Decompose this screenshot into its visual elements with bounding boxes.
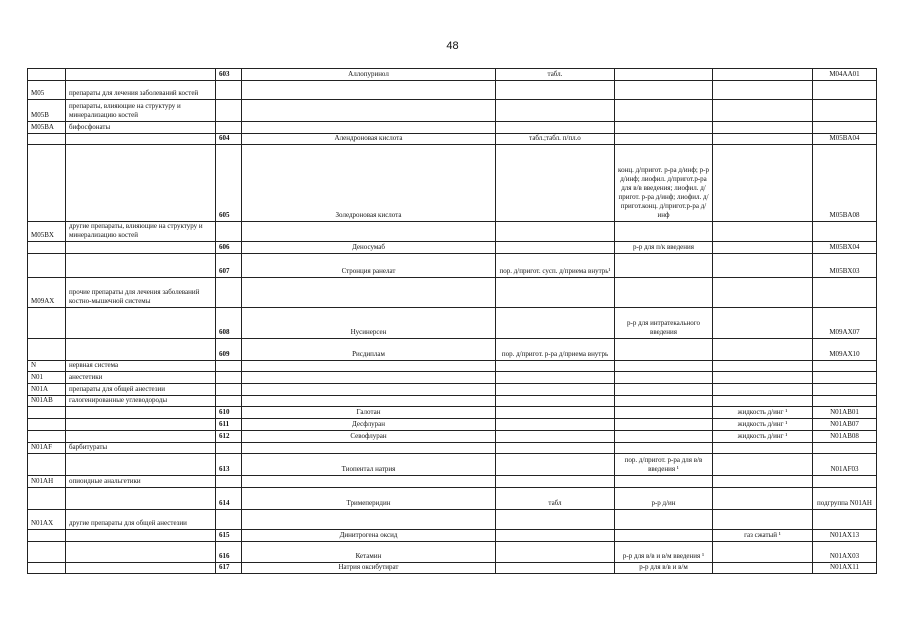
row-number-cell: 608 [216,308,242,339]
dosage-form-cell [496,542,615,563]
dosage-form-other-cell [713,339,813,361]
row-number-cell: 611 [216,419,242,431]
drug-name-cell [242,510,496,530]
dosage-form-other-cell [713,145,813,222]
dosage-form-other-cell [713,222,813,242]
row-number-cell: 606 [216,242,242,254]
atc-code-cell [813,278,877,308]
atc-code-cell: M04AA01 [813,69,877,81]
dosage-form-other-cell [713,563,813,574]
table-row [28,134,877,145]
drug-name-cell: Аллопуринол [242,69,496,81]
dosage-form-cell: табл [496,488,615,510]
atc-group-code-cell [28,454,66,476]
dosage-form-parenteral-cell [615,372,713,384]
dosage-form-parenteral-cell [615,69,713,81]
dosage-form-cell [496,145,615,222]
dosage-form-parenteral-cell: р-р для п/к введения [615,242,713,254]
table-row [28,278,877,308]
drug-name-cell [242,372,496,384]
drug-name-cell: Севофлуран [242,431,496,443]
dosage-form-cell [496,122,615,134]
dosage-form-cell [496,222,615,242]
table-row [28,476,877,488]
dosage-form-parenteral-cell [615,339,713,361]
atc-code-cell [813,384,877,396]
atc-code-cell [813,396,877,407]
atc-code-cell: N01AX03 [813,542,877,563]
row-number-cell: 605 [216,145,242,222]
dosage-form-other-cell [713,242,813,254]
drug-name-cell: Кетамин [242,542,496,563]
atc-code-cell: N01AB07 [813,419,877,431]
table-row [28,384,877,396]
drug-name-cell: Динитрогена оксид [242,530,496,542]
atc-group-name-cell [66,530,216,542]
dosage-form-parenteral-cell [615,278,713,308]
atc-group-name-cell [66,563,216,574]
table-row [28,122,877,134]
row-number-cell [216,81,242,100]
dosage-form-cell [496,361,615,372]
dosage-form-parenteral-cell [615,530,713,542]
atc-group-name-cell: другие препараты для общей анестезии [66,510,216,530]
atc-group-code-cell: M05B [28,100,66,122]
atc-group-name-cell: опиоидные анальгетики [66,476,216,488]
table-row [28,81,877,100]
row-number-cell: 604 [216,134,242,145]
dosage-form-cell: табл.;табл. п/пл.о [496,134,615,145]
dosage-form-cell [496,242,615,254]
dosage-form-parenteral-cell: р-р д/ин [615,488,713,510]
table-row [28,419,877,431]
row-number-cell: 613 [216,454,242,476]
atc-group-code-cell: N01AF [28,443,66,454]
drug-name-cell: Нусинерсен [242,308,496,339]
drug-table-body [28,69,877,574]
atc-code-cell [813,222,877,242]
atc-group-code-cell [28,145,66,222]
dosage-form-cell [496,396,615,407]
dosage-form-other-cell [713,122,813,134]
dosage-form-cell [496,407,615,419]
dosage-form-other-cell: жидкость д/инг ¹ [713,407,813,419]
dosage-form-cell [496,454,615,476]
dosage-form-parenteral-cell: конц. д/пригот. р-ра д/инф; р-р д/инф; лиофил. д/пригот.р-ра для в/в введения; лиофил. д/пригот. р-ра д/инф; лиофил. д/пригот.конц. д/пригот.р-ра д/инф [615,145,713,222]
drug-name-cell [242,396,496,407]
atc-code-cell [813,361,877,372]
drug-name-cell [242,81,496,100]
atc-group-name-cell [66,242,216,254]
table-row [28,361,877,372]
row-number-cell: 612 [216,431,242,443]
dosage-form-other-cell [713,81,813,100]
dosage-form-parenteral-cell [615,100,713,122]
drug-name-cell: Десфлуран [242,419,496,431]
dosage-form-parenteral-cell [615,510,713,530]
table-row [28,407,877,419]
atc-group-name-cell: бифосфонаты [66,122,216,134]
row-number-cell [216,222,242,242]
drug-name-cell [242,443,496,454]
atc-group-code-cell [28,407,66,419]
dosage-form-parenteral-cell [615,361,713,372]
atc-group-code-cell [28,242,66,254]
dosage-form-other-cell: газ сжатый ¹ [713,530,813,542]
dosage-form-cell [496,81,615,100]
dosage-form-other-cell [713,396,813,407]
drug-name-cell [242,100,496,122]
page-number: 48 [446,40,459,52]
atc-code-cell: M09AX10 [813,339,877,361]
table-row [28,443,877,454]
atc-group-name-cell [66,254,216,278]
atc-group-code-cell [28,308,66,339]
dosage-form-parenteral-cell [615,419,713,431]
atc-group-name-cell: другие препараты, влияющие на структуру и минерализацию костей [66,222,216,242]
dosage-form-parenteral-cell [615,134,713,145]
drug-name-cell [242,384,496,396]
atc-code-cell: M05BX04 [813,242,877,254]
table-row [28,69,877,81]
row-number-cell [216,443,242,454]
table-row [28,308,877,339]
dosage-form-other-cell [713,384,813,396]
dosage-form-cell [496,384,615,396]
dosage-form-parenteral-cell [615,222,713,242]
atc-group-code-cell: M05BX [28,222,66,242]
atc-group-name-cell: препараты, влияющие на структуру и минерализацию костей [66,100,216,122]
drug-name-cell: Рисдиплам [242,339,496,361]
atc-group-code-cell: N01AH [28,476,66,488]
dosage-form-cell [496,278,615,308]
dosage-form-cell [496,476,615,488]
dosage-form-other-cell [713,476,813,488]
drug-name-cell [242,122,496,134]
row-number-cell: 616 [216,542,242,563]
dosage-form-other-cell [713,69,813,81]
drug-name-cell: Стронция ранелат [242,254,496,278]
table-row [28,145,877,222]
dosage-form-cell [496,530,615,542]
atc-code-cell [813,476,877,488]
atc-group-name-cell: барбитураты [66,443,216,454]
atc-code-cell: N01AX13 [813,530,877,542]
dosage-form-cell [496,419,615,431]
atc-code-cell: N01AF03 [813,454,877,476]
dosage-form-other-cell [713,454,813,476]
row-number-cell [216,278,242,308]
atc-code-cell [813,100,877,122]
dosage-form-parenteral-cell: р-р для интратекального введения [615,308,713,339]
table-row [28,242,877,254]
dosage-form-other-cell [713,372,813,384]
table-row [28,488,877,510]
dosage-form-other-cell [713,361,813,372]
atc-code-cell [813,510,877,530]
dosage-form-parenteral-cell: р-р для в/в и в/м введения ¹ [615,542,713,563]
dosage-form-cell: пор. д/пригот. р-ра д/приема внутрь [496,339,615,361]
atc-group-code-cell [28,530,66,542]
dosage-form-parenteral-cell [615,431,713,443]
dosage-form-other-cell [713,308,813,339]
row-number-cell [216,100,242,122]
drug-name-cell: Золедроновая кислота [242,145,496,222]
drug-table [27,68,877,574]
dosage-form-parenteral-cell: пор. д/пригот. р-ра для в/в введения ¹ [615,454,713,476]
table-row [28,510,877,530]
dosage-form-cell [496,443,615,454]
dosage-form-parenteral-cell: р-р для в/в и в/м [615,563,713,574]
atc-code-cell: N01AX11 [813,563,877,574]
dosage-form-cell [496,431,615,443]
drug-name-cell [242,476,496,488]
dosage-form-cell [496,372,615,384]
atc-group-code-cell: N01A [28,384,66,396]
row-number-cell: 607 [216,254,242,278]
row-number-cell: 614 [216,488,242,510]
drug-name-cell: Деносумаб [242,242,496,254]
table-row [28,339,877,361]
dosage-form-other-cell [713,254,813,278]
drug-name-cell [242,222,496,242]
drug-name-cell: Тримеперидин [242,488,496,510]
atc-group-code-cell [28,134,66,145]
dosage-form-cell [496,100,615,122]
atc-group-code-cell: N01 [28,372,66,384]
row-number-cell [216,396,242,407]
atc-group-code-cell [28,254,66,278]
atc-code-cell: M05BA04 [813,134,877,145]
atc-code-cell [813,122,877,134]
row-number-cell [216,384,242,396]
atc-group-name-cell [66,308,216,339]
atc-group-name-cell: препараты для общей анестезии [66,384,216,396]
atc-group-name-cell [66,339,216,361]
drug-name-cell [242,278,496,308]
dosage-form-other-cell [713,278,813,308]
drug-name-cell: Тиопентал натрия [242,454,496,476]
atc-group-code-cell: M09AX [28,278,66,308]
dosage-form-parenteral-cell [615,254,713,278]
table-row [28,396,877,407]
dosage-form-cell [496,308,615,339]
dosage-form-other-cell [713,134,813,145]
dosage-form-other-cell: жидкость д/инг ¹ [713,431,813,443]
dosage-form-other-cell [713,443,813,454]
dosage-form-cell: табл. [496,69,615,81]
atc-code-cell [813,81,877,100]
atc-group-code-cell [28,488,66,510]
dosage-form-cell [496,510,615,530]
dosage-form-parenteral-cell [615,122,713,134]
atc-code-cell: N01AB01 [813,407,877,419]
atc-group-name-cell [66,431,216,443]
dosage-form-parenteral-cell [615,81,713,100]
dosage-form-parenteral-cell [615,443,713,454]
atc-group-code-cell [28,339,66,361]
atc-group-code-cell: N01AX [28,510,66,530]
dosage-form-other-cell [713,100,813,122]
table-row [28,530,877,542]
atc-group-code-cell: N [28,361,66,372]
atc-group-code-cell: N01AB [28,396,66,407]
dosage-form-parenteral-cell [615,407,713,419]
table-row [28,222,877,242]
dosage-form-other-cell [713,542,813,563]
drug-name-cell [242,361,496,372]
atc-code-cell: N01AB08 [813,431,877,443]
atc-group-code-cell [28,542,66,563]
row-number-cell: 610 [216,407,242,419]
dosage-form-parenteral-cell [615,476,713,488]
dosage-form-other-cell: жидкость д/инг ¹ [713,419,813,431]
dosage-form-cell: пор. д/пригот. сусп. д/приема внутрь¹ [496,254,615,278]
dosage-form-cell [496,563,615,574]
row-number-cell: 603 [216,69,242,81]
atc-group-code-cell [28,431,66,443]
atc-group-name-cell: галогенированные углеводороды [66,396,216,407]
table-row [28,431,877,443]
atc-group-code-cell [28,419,66,431]
atc-code-cell [813,443,877,454]
dosage-form-parenteral-cell [615,396,713,407]
atc-code-cell: M09AX07 [813,308,877,339]
atc-group-code-cell [28,69,66,81]
atc-group-name-cell: анестетики [66,372,216,384]
atc-group-name-cell [66,134,216,145]
atc-group-name-cell [66,488,216,510]
atc-group-code-cell: M05 [28,81,66,100]
row-number-cell [216,372,242,384]
row-number-cell [216,510,242,530]
drug-name-cell: Алендроновая кислота [242,134,496,145]
drug-name-cell: Натрия оксибутират [242,563,496,574]
atc-group-name-cell: нервная система [66,361,216,372]
table-row [28,563,877,574]
atc-group-name-cell [66,542,216,563]
row-number-cell: 615 [216,530,242,542]
atc-code-cell: подгруппа N01AH [813,488,877,510]
atc-group-name-cell [66,419,216,431]
dosage-form-parenteral-cell [615,384,713,396]
table-row [28,542,877,563]
table-row [28,254,877,278]
row-number-cell: 617 [216,563,242,574]
atc-group-name-cell: препараты для лечения заболеваний костей [66,81,216,100]
row-number-cell [216,476,242,488]
atc-group-name-cell [66,454,216,476]
atc-group-name-cell [66,69,216,81]
atc-code-cell: M05BX03 [813,254,877,278]
atc-group-name-cell [66,407,216,419]
row-number-cell [216,361,242,372]
atc-group-name-cell: прочие препараты для лечения заболеваний костно-мышечной системы [66,278,216,308]
table-row [28,100,877,122]
dosage-form-other-cell [713,510,813,530]
atc-group-code-cell: M05BA [28,122,66,134]
dosage-form-other-cell [713,488,813,510]
atc-group-code-cell [28,563,66,574]
drug-name-cell: Галотан [242,407,496,419]
row-number-cell [216,122,242,134]
table-row [28,372,877,384]
atc-code-cell: M05BA08 [813,145,877,222]
atc-group-name-cell [66,145,216,222]
atc-code-cell [813,372,877,384]
table-row [28,454,877,476]
row-number-cell: 609 [216,339,242,361]
